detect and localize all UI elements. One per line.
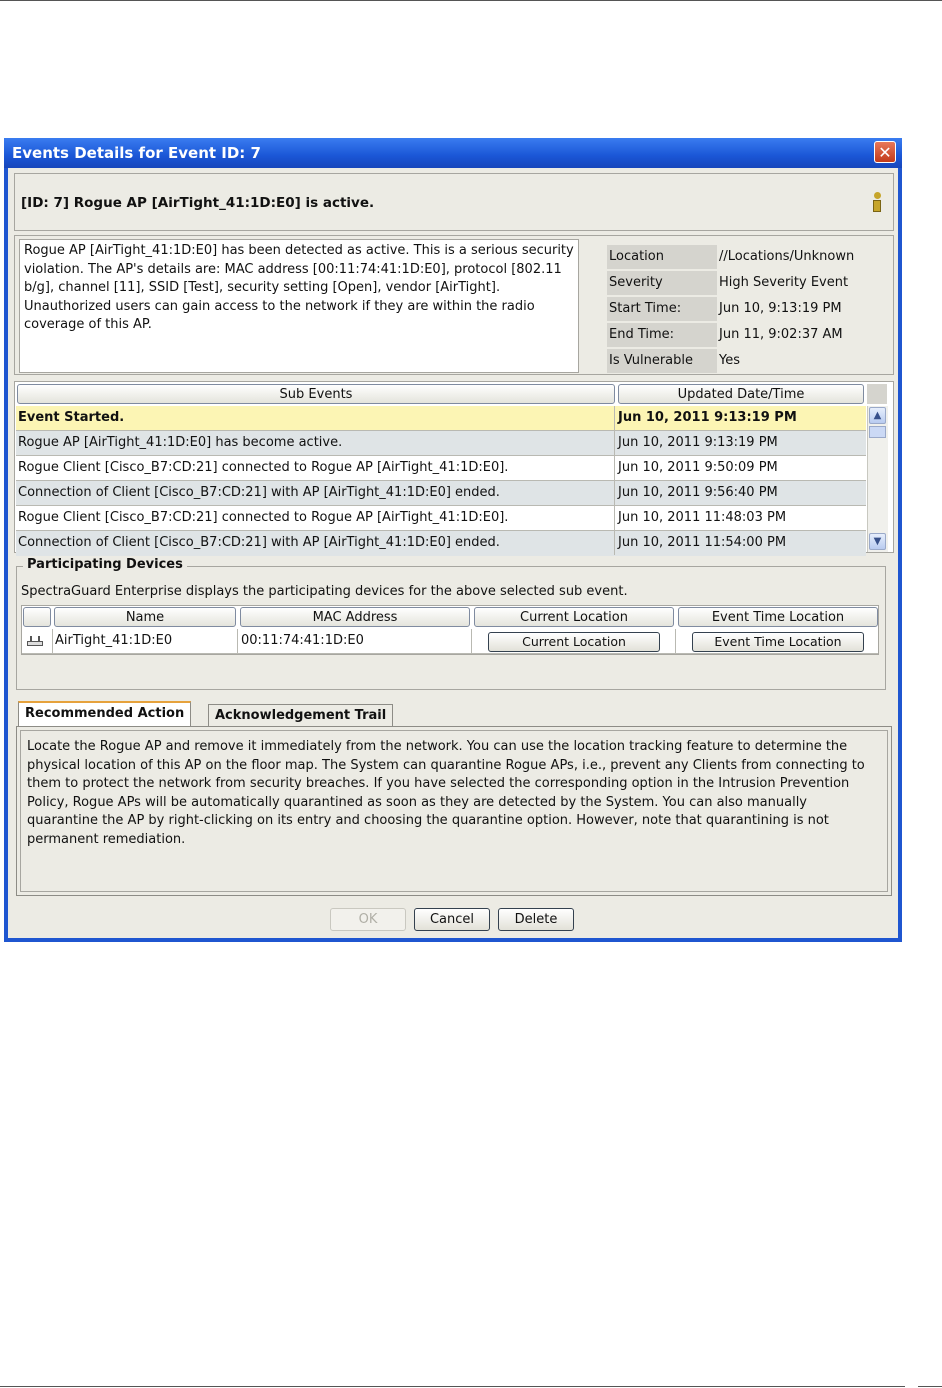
event-summary-panel: [14, 173, 894, 231]
device-name: AirTight_41:1D:E0: [55, 633, 173, 648]
dialog-body: [8, 168, 898, 938]
property-value: Jun 10, 9:13:19 PM: [719, 301, 842, 316]
window-title: Events Details for Event ID: 7: [12, 144, 261, 162]
sub-event-time: Jun 10, 2011 9:50:09 PM: [618, 460, 778, 475]
property-is-vulnerable: [607, 349, 877, 373]
sub-events-scrollbar[interactable]: [867, 406, 888, 552]
participating-devices-group: [16, 557, 886, 690]
property-value: High Severity Event: [719, 275, 849, 290]
recommended-action-text: Locate the Rogue AP and remove it immediately from the network. You can use the location tracking feature to determine the physical location of this AP on the floor map. The System can quarantine Rogue APs, i.e., prevent any Clients from connecting to them to protect the network from security breaches. If you have selected the corresponding option in the Intrusion Prevention Policy, Rogue APs will be automatically quarantined as soon as they are detected by the System. You can also manually quarantine the AP by right-clicking on its entry and choosing the quarantine option. However, note that quarantining is not permanent remediation.: [20, 730, 888, 892]
property-label: Severity: [607, 271, 717, 295]
property-severity: [607, 271, 877, 295]
name-column-header[interactable]: Name: [54, 607, 236, 627]
table-row[interactable]: [16, 431, 866, 456]
participating-devices-table: [21, 605, 879, 655]
sub-event-text: Rogue Client [Cisco_B7:CD:21] connected to Rogue AP [AirTight_41:1D:E0].: [18, 510, 509, 525]
scroll-thumb[interactable]: [869, 426, 886, 438]
sub-event-text: Event Started.: [18, 410, 125, 425]
mac-column-header[interactable]: MAC Address: [240, 607, 470, 627]
property-label: Start Time:: [607, 297, 717, 321]
sub-event-time: Jun 10, 2011 9:56:40 PM: [618, 485, 778, 500]
participating-devices-description: SpectraGuard Enterprise displays the participating devices for the above selected sub event.: [21, 584, 628, 599]
event-summary: [ID: 7] Rogue AP [AirTight_41:1D:E0] is active.: [21, 195, 375, 211]
updated-time-column-header[interactable]: Updated Date/Time: [618, 384, 864, 404]
participating-devices-title: Participating Devices: [23, 557, 187, 572]
page-top-rule: [0, 0, 942, 1]
title-bar[interactable]: [4, 138, 902, 168]
table-row[interactable]: [16, 506, 866, 531]
scroll-up-button[interactable]: [869, 407, 886, 424]
event-time-location-column-header[interactable]: Event Time Location: [678, 607, 878, 627]
tab-recommended-action[interactable]: Recommended Action: [18, 701, 191, 727]
close-icon: ✕: [878, 143, 892, 162]
info-icon: [871, 192, 883, 214]
sub-event-time: Jun 10, 2011 9:13:19 PM: [618, 435, 778, 450]
sub-event-text: Connection of Client [Cisco_B7:CD:21] with AP [AirTight_41:1D:E0] ended.: [18, 485, 500, 500]
property-label: End Time:: [607, 323, 717, 347]
sub-event-time: Jun 10, 2011 9:13:19 PM: [618, 410, 797, 425]
table-row[interactable]: [16, 531, 866, 556]
scroll-down-button[interactable]: [869, 533, 886, 550]
event-details-panel: [14, 235, 894, 375]
sub-event-time: Jun 10, 2011 11:48:03 PM: [618, 510, 787, 525]
chevron-up-icon: ▲: [873, 410, 882, 421]
close-button[interactable]: [874, 141, 896, 163]
property-start-time: [607, 297, 877, 321]
property-value: Yes: [719, 353, 740, 368]
table-row[interactable]: [16, 406, 866, 431]
current-location-column-header[interactable]: Current Location: [474, 607, 674, 627]
current-location-button[interactable]: Current Location: [488, 632, 660, 652]
page-bottom-rule: [0, 1386, 905, 1387]
delete-button[interactable]: Delete: [498, 908, 574, 931]
property-value: //Locations/Unknown: [719, 249, 855, 264]
property-end-time: [607, 323, 877, 347]
sub-event-text: Rogue AP [AirTight_41:1D:E0] has become active.: [18, 435, 343, 450]
sub-events-column-header[interactable]: Sub Events: [17, 384, 615, 404]
event-description: Rogue AP [AirTight_41:1D:E0] has been detected as active. This is a serious security violation. The AP's details are: MAC address [00:11:74:41:1D:E0], protocol [802.11 b/g], channel [11], SSID [Test], security setting [Open], vendor [AirTight]. Unauthorized users can gain access to the network if they are within the radio coverage of this AP.: [19, 239, 579, 373]
cancel-button[interactable]: Cancel: [414, 908, 490, 931]
property-label: Is Vulnerable: [607, 349, 717, 373]
sub-events-table: [14, 381, 894, 553]
property-label: Location: [607, 245, 717, 269]
property-location: [607, 245, 877, 269]
scroll-corner: [867, 384, 887, 404]
page-bottom-mark: [918, 1386, 942, 1387]
icon-column-header[interactable]: [23, 607, 51, 627]
table-row[interactable]: [16, 456, 866, 481]
event-details-window: [4, 138, 902, 942]
sub-event-text: Connection of Client [Cisco_B7:CD:21] with AP [AirTight_41:1D:E0] ended.: [18, 535, 500, 550]
device-mac: 00:11:74:41:1D:E0: [241, 633, 364, 648]
tab-acknowledgement-trail[interactable]: Acknowledgement Trail: [208, 704, 393, 728]
table-row[interactable]: [22, 629, 878, 654]
property-value: Jun 11, 9:02:37 AM: [719, 327, 843, 342]
event-time-location-button[interactable]: Event Time Location: [692, 632, 864, 652]
access-point-icon: [27, 636, 43, 646]
tab-panel: [16, 726, 892, 896]
table-row[interactable]: [16, 481, 866, 506]
sub-event-time: Jun 10, 2011 11:54:00 PM: [618, 535, 787, 550]
ok-button[interactable]: OK: [330, 908, 406, 931]
sub-event-text: Rogue Client [Cisco_B7:CD:21] connected to Rogue AP [AirTight_41:1D:E0].: [18, 460, 509, 475]
chevron-down-icon: ▼: [873, 536, 882, 547]
